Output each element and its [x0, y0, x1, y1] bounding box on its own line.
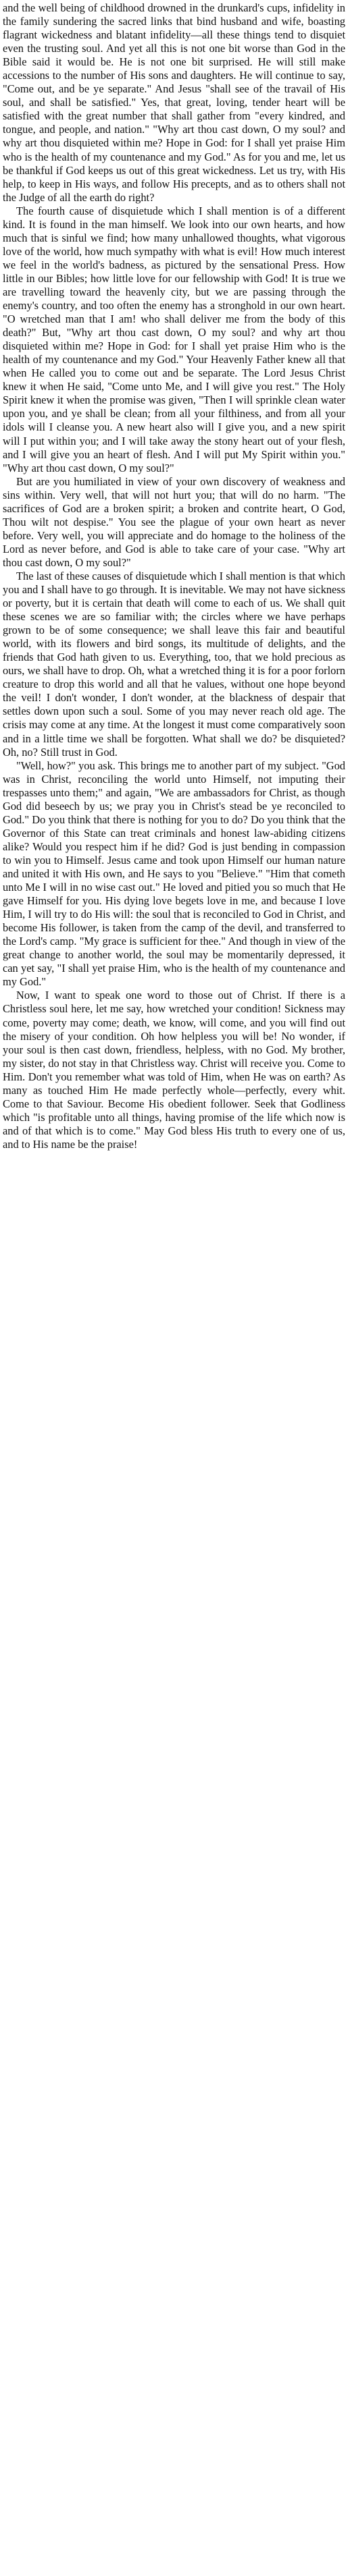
paragraph-continued-wickedness: and the well being of childhood drowned in the drunkard's cups, infidelity in the family sundering the sacred links that bind husband and wife, boasting flagrant wickedness and blatant infidelity—all these things tend to disquiet even the trusting soul. And yet all this is not one bit worse than God in the Bible said it would be. He is not one bit surprised. He will still make accessions to the number of His sons and daughters. He will continue to say, "Come out, and be ye separate." And Jesus "shall see of the travail of His soul, and shall be satisfied." Yes, that great, loving, tender heart will be satisfied with the great number that shall gather from "every kindred, and tongue, and people, and nation." "Why art thou cast down, O my soul? and why art thou disquieted within me? Hope in God: for I shall yet praise Him who is the health of my countenance and my God." As for you and me, let us be thankful if God keeps us out of this great wickedness. Let us try, with His help, to keep in His ways, and follow His precepts, and as to others shall not the Judge of all the earth do right? [3, 1, 345, 204]
paragraph-fourth-cause: The fourth cause of disquietude which I shall mention is of a different kind. It is found in the man himself. We look into our own hearts, and how much that is sinful we find; how many unhallowed thoughts, what vigorous love of the world, how much sympathy with what is evil! How much interest we feel in the world's badness, as pictured by the sensational Press. How little in our Bibles; how little love for our fellowship with God! It is true we are travelling toward the heavenly city, but we are passing through the enemy's country, and too often the enemy has a stronghold in our own heart. "O wretched man that I am! who shall deliver me from the body of this death?" But, "Why art thou cast down, O my soul? and why art thou disquieted within me? Hope in God: for I shall yet praise Him who is the health of my countenance and my God." Your Heavenly Father knew all that when He called you to come out and be separate. The Lord Jesus Christ knew it when He said, "Come unto Me, and I will give you rest." The Holy Spirit knew it when the promise was given, "Then I will sprinkle clean water upon you, and ye shall be clean; from all your filthiness, and from all your idols will I cleanse you. A new heart also will I give you, and a new spirit will I put within you; and I will take away the stony heart out of your flesh, and I will give you an heart of flesh. And I will put My Spirit within you." "Why art thou cast down, O my soul?" [3, 204, 345, 474]
paragraph-closing-appeal: Now, I want to speak one word to those out of Christ. If there is a Christless soul here, let me say, how wretched your condition! Sickness may come, poverty may come; death, we know, will come, and you will find out the misery of your condition. Oh how helpless you will be! No wonder, if your soul is then cast down, friendless, helpless, with no God. My brother, my sister, do not stay in that Christless way. Christ will receive you. Come to Him. Don't you remember what was told of Him, when He was on earth? As many as touched Him He made perfectly whole—perfectly, every whit. Come to that Saviour. Become His obedient follower. Seek that Godliness which "is profitable unto all things, having promise of the life which now is and of that which is to come." May God bless His truth to every one of us, and to His name be the praise! [3, 989, 345, 1151]
paragraph-humiliated: But are you humiliated in view of your own discovery of weakness and sins within. Very well, that will not hurt you; that will do no harm. "The sacrifices of God are a broken spirit; a broken and contrite heart, O God, Thou wilt not despise." You see the plague of your own heart as never before. Very well, you will appreciate and do homage to the holiness of the Lord as never before, and God is able to take care of your case. "Why art thou cast down, O my soul?" [3, 474, 345, 569]
paragraph-last-cause-death: The last of these causes of disquietude which I shall mention is that which you and I shall have to go through. It is inevitable. We may not have sickness or poverty, but it is certain that death will come to each of us. We shall quit these scenes we are so familiar with; the circles where we have perhaps grown to be of some consequence; we shall leave this fair and beautiful world, with its flowers and bird songs, its multitude of delights, and the friends that God hath given to us. Everything, too, that we hold precious as ours, we shall have to drop. Oh, what a wretched thing it is for a poor forlorn creature to drop this world and all that he values, without one hope beyond the veil! I don't wonder, I don't wonder, at the blackness of despair that settles down upon such a soul. Some of you may never reach old age. The crisis may come at any time. At the longest it must come comparatively soon and in a little time we shall be forgotten. What shall we do? be disquieted? Oh, no? Still trust in God. [3, 569, 345, 759]
sermon-text-column [3, 1, 345, 1151]
paragraph-well-how: "Well, how?" you ask. This brings me to another part of my subject. "God was in Christ, reconciling the world unto Himself, not imputing their trespasses unto them;" and again, "We are ambassadors for Christ, as though God did beseech by us; we pray you in Christ's stead be ye reconciled to God." Do you think that there is nothing for you to do? Do you think that the Governor of this State can treat criminals and honest law-abiding citizens alike? Would you respect him if he did? God is just bending in compassion to win you to Himself. Jesus came and took upon Himself our human nature and united it with His own, and He says to you "Believe." "Him that cometh unto Me I will in no wise cast out." He loved and pitied you so much that He gave Himself for you. His dying love begets love in me, and because I love Him, I will try to do His will: the soul that is reconciled to God in Christ, and become His follower, is taken from the camp of the devil, and transferred to the Lord's camp. "My grace is sufficient for thee." And though in view of the great change to another world, the soul may be momentarily depressed, it can yet say, "I shall yet praise Him, who is the health of my countenance and my God." [3, 759, 345, 989]
